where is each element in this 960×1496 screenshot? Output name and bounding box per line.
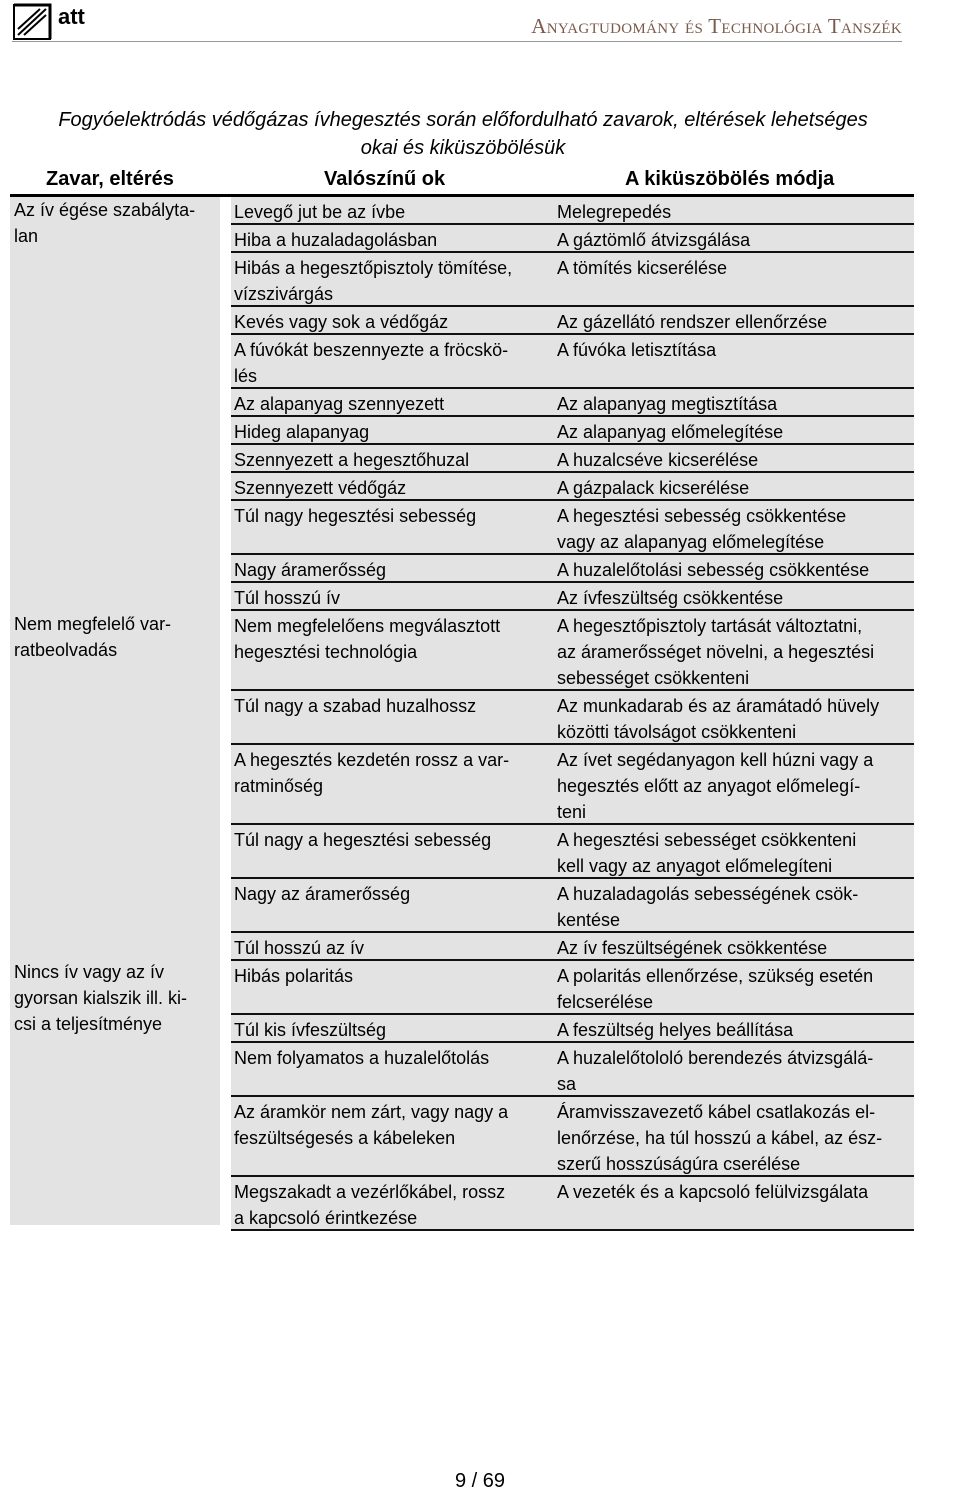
table-row (231, 197, 914, 225)
table-row (231, 691, 914, 745)
cause-cell: Szennyezett védőgáz (234, 478, 407, 498)
cause-cell: Nem folyamatos a huzalelőtolás (234, 1048, 490, 1068)
cause-cell: Kevés vagy sok a védőgáz (234, 312, 449, 332)
table-row (231, 417, 914, 445)
table-row (231, 501, 914, 555)
table-row (231, 583, 914, 611)
fix-cell: A fúvóka letisztítása (557, 340, 717, 360)
att-logo-icon (12, 2, 102, 42)
table-row (231, 389, 914, 417)
cause-cell: Túl hosszú az ív (234, 938, 365, 958)
page-header (0, 0, 960, 50)
col-fix-header: A kiküszöbölés módja (625, 168, 835, 190)
table-row (231, 1043, 914, 1097)
fix-cell: A huzalelőtololó berendezés átvizsgálá- sa (557, 1048, 874, 1094)
fix-cell: Az ívet segédanyagon kell húzni vagy a hegesztés előtt az anyagot előmelegí- teni (557, 750, 874, 822)
fix-cell: A hegesztési sebesség csökkentése vagy az alapanyag előmelegítése (557, 506, 847, 552)
cause-cell: Nagy áramerősség (234, 560, 387, 580)
table-row (231, 611, 914, 691)
table-row (231, 1015, 914, 1043)
fix-cell: A gáztömlő átvizsgálása (557, 230, 751, 250)
fix-cell: A hegesztőpisztoly tartását változtatni, az áramerősséget növelni, a hegesztési sebességet csökkenteni (557, 616, 875, 688)
table-row (231, 879, 914, 933)
fix-cell: Az alapanyag megtisztítása (557, 394, 778, 414)
cause-cell: A hegesztés kezdetén rossz a var- ratminőség (234, 750, 510, 796)
cause-cell: Levegő jut be az ívbe (234, 202, 406, 222)
cause-cell: Az alapanyag szennyezett (234, 394, 445, 414)
logo-text: att (58, 4, 85, 29)
cause-cell: Hibás polaritás (234, 966, 354, 986)
cause-cell: A fúvókát beszennyezte a fröcskö- lés (234, 340, 509, 386)
fix-cell: A vezeték és a kapcsoló felülvizsgálata (557, 1182, 869, 1202)
table-header (10, 164, 914, 197)
fix-cell: A tömítés kicserélése (557, 258, 728, 278)
table-row (231, 1177, 914, 1231)
cause-cell: Túl nagy a szabad huzalhossz (234, 696, 477, 716)
cause-cell: Hiba a huzaladagolásban (234, 230, 438, 250)
col-problem-header: Zavar, eltérés (46, 168, 174, 190)
fix-cell: Az ív feszültségének csökkentése (557, 938, 828, 958)
fix-cell: A gázpalack kicserélése (557, 478, 750, 498)
fix-cell: Az gázellátó rendszer ellenőrzése (557, 312, 828, 332)
fix-cell: A huzalelőtolási sebesség csökkentése (557, 560, 870, 580)
cause-cell: Szennyezett a hegesztőhuzal (234, 450, 470, 470)
fix-cell: A feszültség helyes beállítása (557, 1020, 794, 1040)
fix-cell: A huzalcséve kicserélése (557, 450, 759, 470)
cause-cell: Nagy az áramerősség (234, 884, 411, 904)
table-row (231, 961, 914, 1015)
table-row (231, 473, 914, 501)
cause-cell: Túl hosszú ív (234, 588, 341, 608)
problem-2: Nem megfelelő var- ratbeolvadás (14, 614, 172, 660)
table-row (231, 555, 914, 583)
fix-cell: A huzaladagolás sebességének csök- kentése (557, 884, 859, 930)
fix-cell: Melegrepedés (557, 202, 672, 222)
cause-cell: Túl nagy hegesztési sebesség (234, 506, 477, 526)
department-name: Anyagtudomány és Technológia Tanszék (531, 14, 902, 38)
cause-cell: Hideg alapanyag (234, 422, 370, 442)
problem-1: Az ív égése szabályta- lan (14, 200, 196, 246)
table-row (231, 225, 914, 253)
fix-cell: Az alapanyag előmelegítése (557, 422, 784, 442)
document-title: Fogyóelektródás védőgázas ívhegesztés során előfordulható zavarok, eltérések lehetséges okai és kiküszöbölésük (58, 109, 868, 159)
table-row (231, 307, 914, 335)
header-divider (12, 41, 902, 42)
fix-cell: Áramvisszavezető kábel csatlakozás el- lenőrzése, ha túl hosszú a kábel, az ész- szerű hosszúságúra cserélése (557, 1102, 883, 1174)
cause-cell: Az áramkör nem zárt, vagy nagy a feszültségesés a kábeleken (234, 1102, 509, 1148)
table-row (231, 825, 914, 879)
table-row (231, 745, 914, 825)
table-row (231, 335, 914, 389)
fix-cell: A hegesztési sebességet csökkenteni kell vagy az anyagot előmelegíteni (557, 830, 857, 876)
problem-column (10, 197, 220, 1225)
cause-cell: Nem megfelelőens megválasztott hegesztési technológia (234, 616, 501, 662)
col-cause-header: Valószínű ok (324, 168, 446, 190)
table-row (231, 933, 914, 961)
table-row (231, 1097, 914, 1177)
cause-cell: Megszakadt a vezérlőkábel, rossz a kapcsoló érintkezése (234, 1182, 506, 1228)
cause-cell: Túl kis ívfeszültség (234, 1020, 387, 1040)
fix-cell: Az ívfeszültség csökkentése (557, 588, 784, 608)
table-row (231, 445, 914, 473)
cause-cell: Túl nagy a hegesztési sebesség (234, 830, 492, 850)
fix-cell: A polaritás ellenőrzése, szükség esetén felcserélése (557, 966, 874, 1012)
page-number: 9 / 69 (454, 1470, 506, 1492)
problem-3: Nincs ív vagy az ív gyorsan kialszik ill. ki- csi a teljesítménye (14, 962, 188, 1034)
table-row (231, 253, 914, 307)
fix-cell: Az munkadarab és az áramátadó hüvely közötti távolságot csökkenteni (557, 696, 880, 742)
cause-cell: Hibás a hegesztőpisztoly tömítése, vízszivárgás (234, 258, 513, 304)
